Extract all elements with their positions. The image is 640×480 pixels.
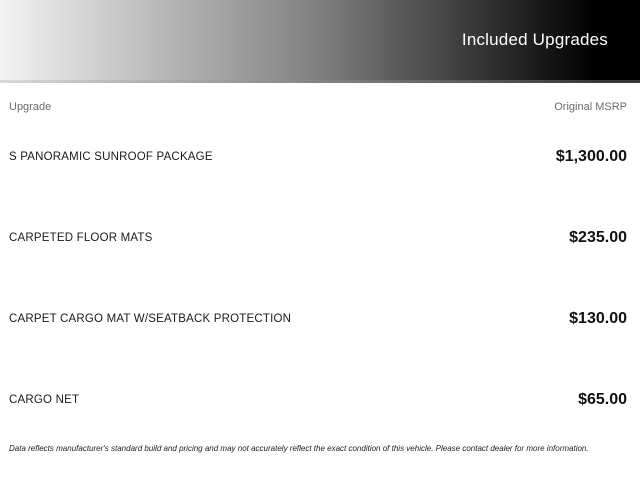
table-row — [9, 116, 627, 197]
page-title: Included Upgrades — [461, 30, 608, 49]
table-row — [9, 197, 627, 278]
upgrade-price: $235.00 — [569, 228, 627, 246]
upgrade-name: CARPETED FLOOR MATS — [9, 231, 153, 244]
upgrade-price: $65.00 — [578, 390, 627, 408]
column-header-upgrade: Upgrade — [9, 101, 52, 113]
upgrade-name: CARPET CARGO MAT W/SEATBACK PROTECTION — [9, 312, 292, 325]
column-header-row — [9, 83, 627, 116]
upgrade-name: S PANORAMIC SUNROOF PACKAGE — [9, 150, 213, 163]
upgrade-price: $130.00 — [569, 309, 627, 327]
table-row — [9, 278, 627, 359]
header-gradient-band — [0, 0, 640, 80]
column-header-original-msrp: Original MSRP — [554, 101, 627, 113]
upgrades-table — [0, 83, 640, 440]
table-row — [9, 359, 627, 440]
upgrade-name: CARGO NET — [9, 393, 80, 406]
disclaimer-text: Data reflects manufacturer's standard build and pricing and may not accurately reflect the exact condition of this vehicle. Please contact dealer for more information. — [9, 444, 589, 453]
upgrade-price: $1,300.00 — [555, 147, 627, 165]
